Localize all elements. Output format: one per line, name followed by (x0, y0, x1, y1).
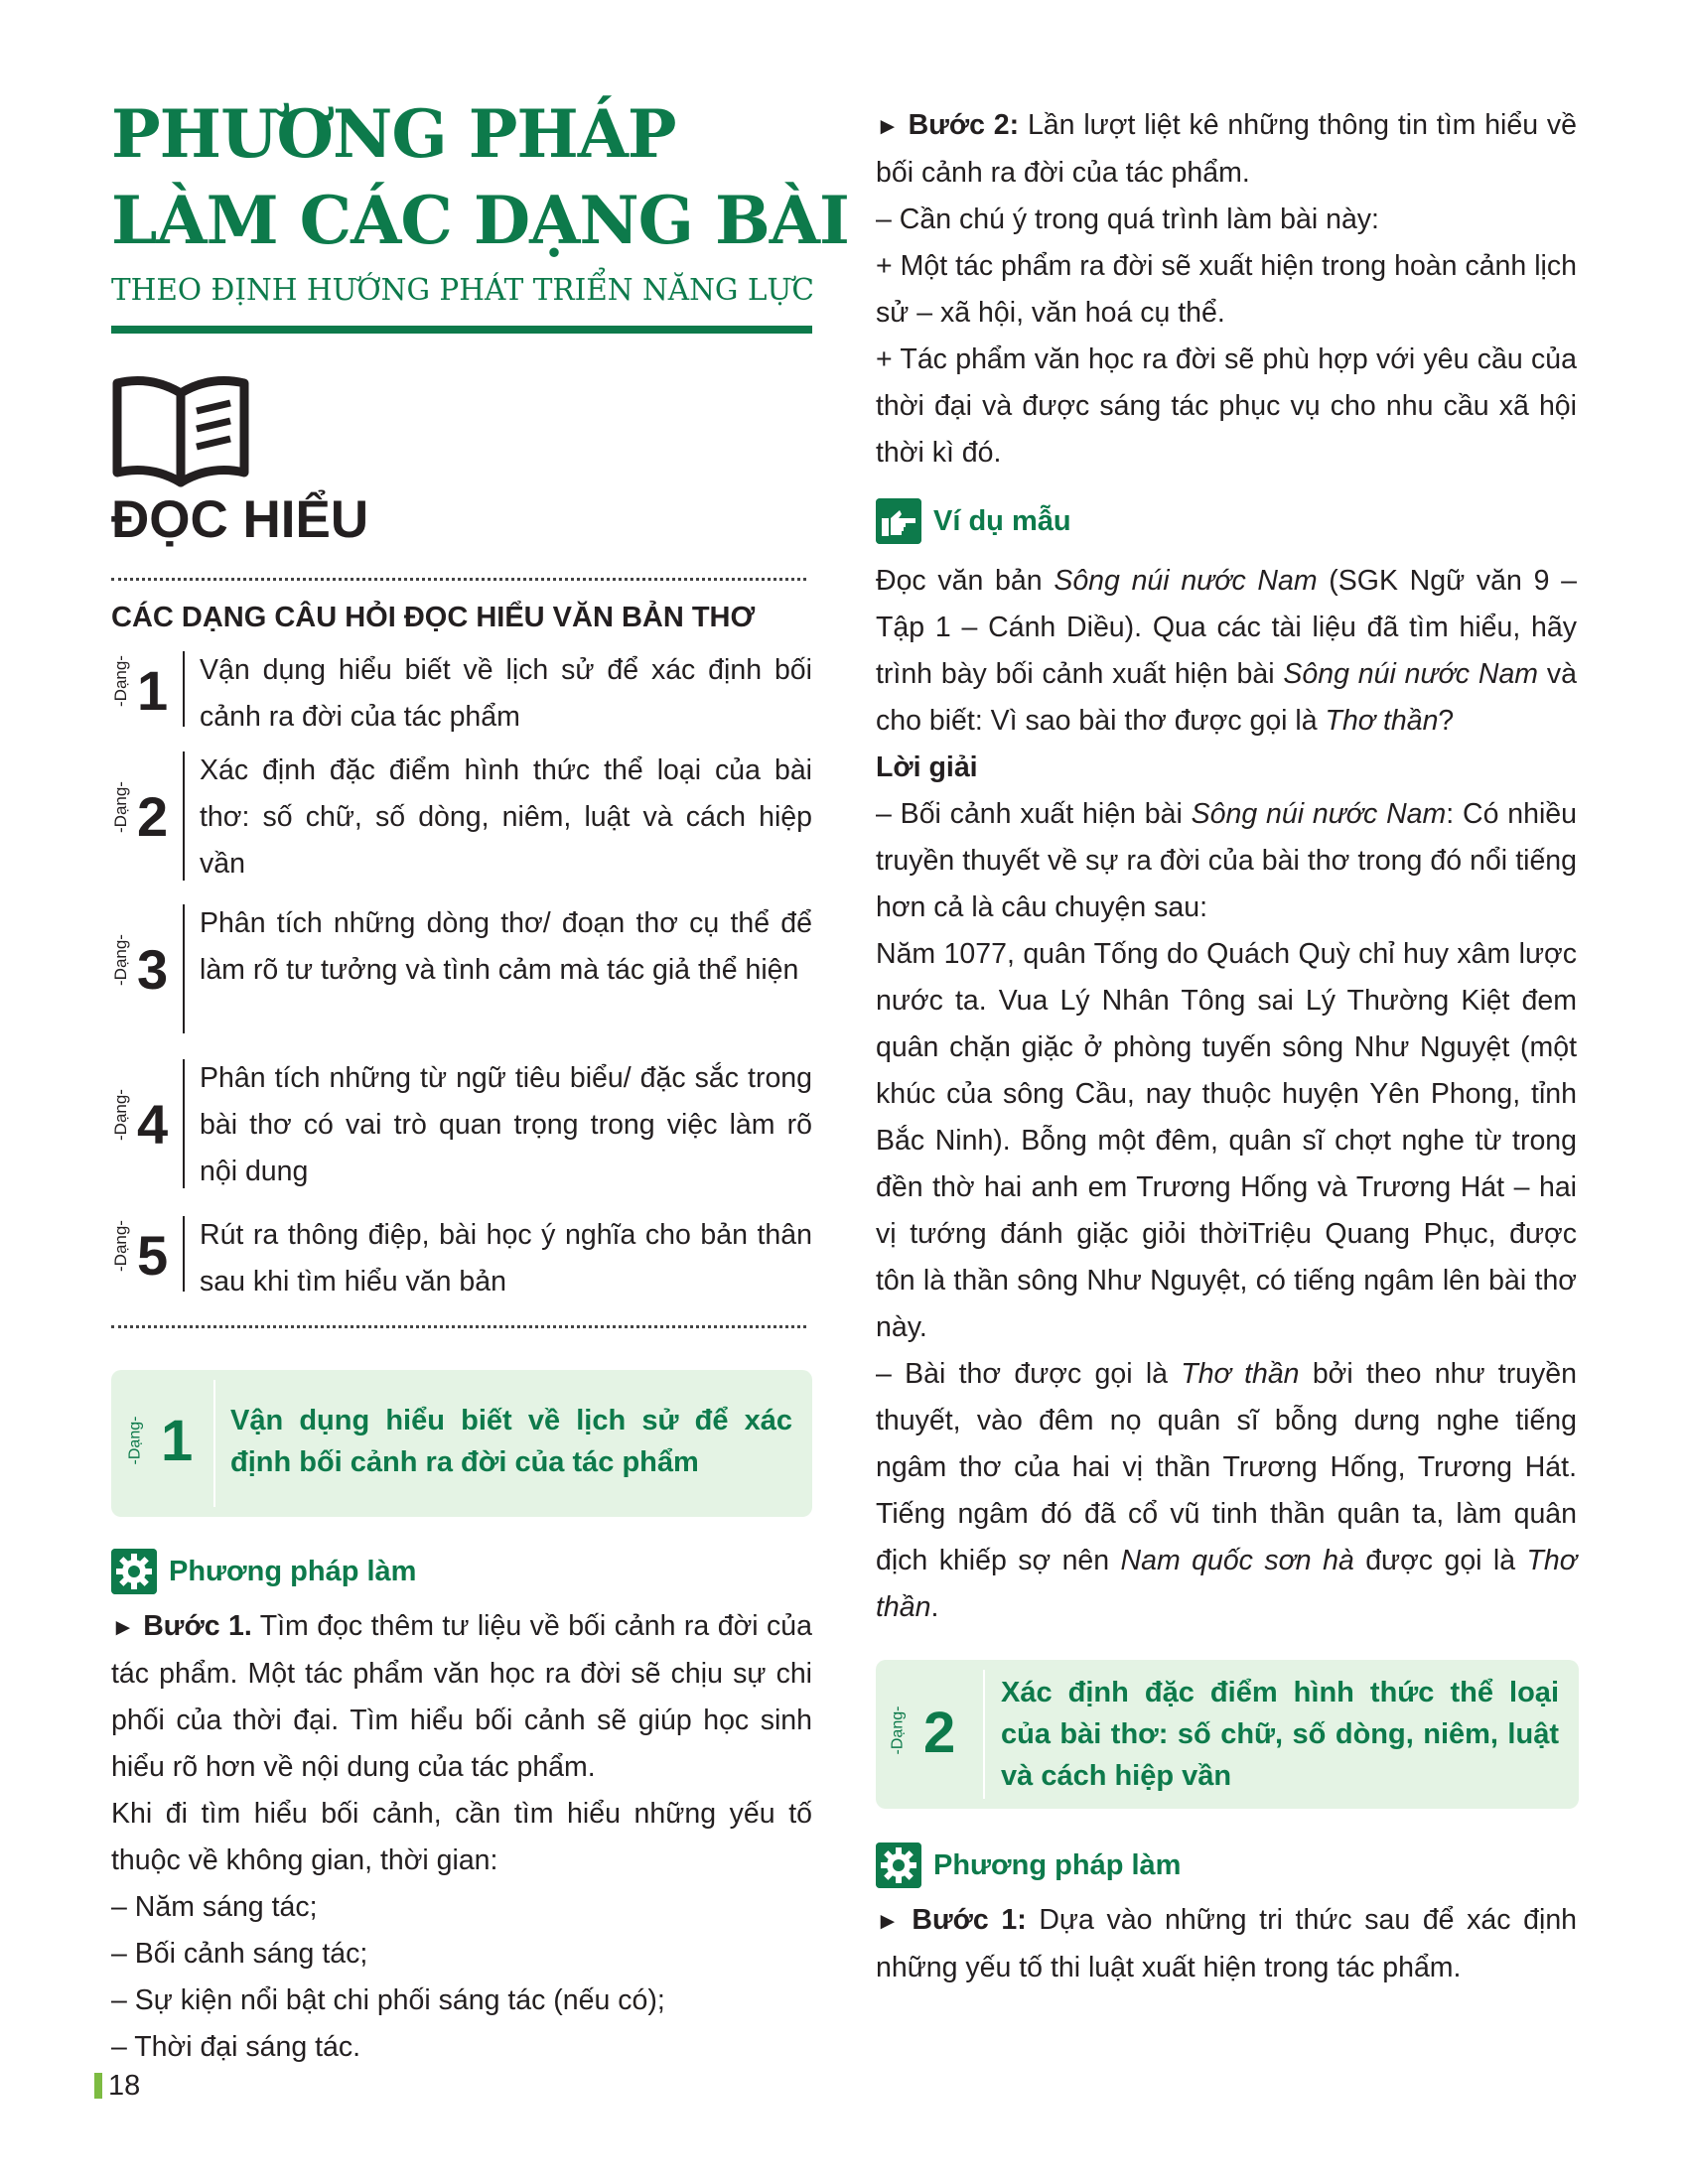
paragraph: – Cần chú ý trong quá trình làm bài này: (876, 204, 1379, 235)
dang-number: 2 (923, 1701, 956, 1765)
example-question (876, 558, 1577, 745)
paragraph: + Một tác phẩm ra đời sẽ xuất hiện trong hoàn cảnh lịch sử – xã hội, văn hoá cụ thể. (876, 250, 1577, 329)
dang-number: 1 (137, 659, 169, 722)
step-2-body (876, 102, 1577, 477)
example-heading-label: Ví dụ mẫu (933, 505, 1071, 537)
dang-item (111, 1055, 812, 1195)
step-1-paragraph (111, 1603, 812, 1791)
text-span: – Bài thơ được gọi là (876, 1358, 1182, 1390)
method-heading (111, 1549, 508, 1596)
dang-label: -Dạng- (126, 1416, 144, 1465)
step-label: Bước 1. (143, 1610, 252, 1642)
step-2-paragraph (876, 102, 1577, 197)
text-span: Đọc văn bản (876, 565, 1055, 597)
italic-title: Sông núi nước Nam (1191, 798, 1447, 830)
open-book-icon (111, 365, 250, 488)
italic-title: Thơ thần (1325, 705, 1439, 737)
dang-text: Phân tích những dòng thơ/ đoạn thơ cụ thể để làm rõ tư tưởng và tình cảm mà tác giả thể hiện (200, 907, 812, 986)
step-1b-paragraph (876, 1897, 1577, 1991)
dang-number: 1 (161, 1409, 194, 1473)
dotted-divider (111, 1325, 806, 1328)
list-item: – Sự kiện nổi bật chi phối sáng tác (nếu có); (111, 1984, 665, 2016)
list-item: – Thời đại sáng tác. (111, 2031, 361, 2063)
dang-title: Vận dụng hiểu biết về lịch sử để xác định bối cảnh ra đời của tác phẩm (230, 1405, 792, 1478)
question-types-heading: CÁC DẠNG CÂU HỎI ĐỌC HIỂU VĂN BẢN THƠ (111, 602, 756, 633)
dang-text: Xác định đặc điểm hình thức thể loại của bài thơ: số chữ, số dòng, niêm, luật và cách hiệp vần (200, 754, 812, 880)
answer-paragraph (876, 1351, 1577, 1631)
text-span: bởi theo như truyền thuyết, vào đêm nọ quân sĩ bỗng dưng nghe tiếng ngâm thơ của hai vị thần Trương Hống, Trương Hát. Tiếng ngâm đó đã cổ vũ tinh thần quân ta, làm quân địch khiếp sợ nên (876, 1358, 1578, 1576)
text-span: . (930, 1591, 939, 1623)
italic-title: Sông núi nước Nam (1054, 565, 1318, 597)
text-span: – Bối cảnh xuất hiện bài (876, 798, 1192, 830)
triangle-arrow-icon: ► (876, 113, 900, 140)
italic-title: Thơ thần (876, 1545, 1577, 1623)
dang-number: 3 (137, 938, 169, 1001)
gear-icon (111, 1549, 157, 1594)
section-title: ĐỌC HIỂU (111, 490, 369, 549)
answer-paragraph (876, 791, 1577, 931)
dang-item (111, 1212, 812, 1305)
dang-divider (183, 904, 185, 1033)
answer-paragraph: Năm 1077, quân Tống do Quách Quỳ chỉ huy xâm lược nước ta. Vua Lý Nhân Tông sai Lý Thường Kiệt đem quân chặn giặc ở phòng tuyến sông Như Nguyệt (một khúc của sông Cầu, nay thuộc huyện Yên Phong, tỉnh Bắc Ninh). Bỗng một đêm, quân sĩ chợt nghe từ trong đền thờ hai anh em Trương Hống và Trương Hát – hai vị tướng đánh giặc giỏi thờiTriệu Quang Phục, được tôn là thần sông Như Nguyệt, có tiếng ngâm lên bài thơ này. (876, 938, 1577, 1343)
dang-item (111, 748, 812, 887)
dang-label: -Dạng- (111, 1220, 130, 1272)
step-label: Bước 2: (908, 109, 1020, 141)
list-item: – Bối cảnh sáng tác; (111, 1938, 368, 1970)
dang-title: Xác định đặc điểm hình thức thể loại của bài thơ: số chữ, số dòng, niêm, luật và cách hiệp vần (1001, 1677, 1559, 1792)
method-heading (876, 1843, 1273, 1890)
dotted-divider (111, 578, 806, 581)
method-body (111, 1603, 812, 2071)
title-divider (111, 326, 812, 334)
example-body (876, 558, 1577, 1631)
dang-label: -Dạng- (111, 934, 130, 986)
italic-title: Sông núi nước Nam (1283, 658, 1539, 690)
text-span: và cho biết: Vì sao bài thơ được gọi là (876, 658, 1577, 737)
dang-number: 5 (137, 1224, 169, 1287)
paragraph: + Tác phẩm văn học ra đời sẽ phù hợp với yêu cầu của thời đại và được sáng tác phục vụ cho nhu cầu xã hội thời kì đó. (876, 343, 1577, 469)
triangle-arrow-icon: ► (111, 1614, 135, 1641)
step-text: Dựa vào những tri thức sau để xác định những yếu tố thi luật xuất hiện trong tác phẩm. (876, 1904, 1578, 1983)
dang-divider (183, 1216, 185, 1292)
step-text: Tìm đọc thêm tư liệu về bối cảnh ra đời của tác phẩm. Một tác phẩm văn học ra đời sẽ chịu sự chi phối của thời đại. Tìm hiểu bối cảnh sẽ giúp học sinh hiểu rõ hơn về nội dung của tác phẩm. (111, 1610, 812, 1783)
dang-text: Phân tích những từ ngữ tiêu biểu/ đặc sắc trong bài thơ có vai trò quan trọng trong việc làm rõ nội dung (200, 1062, 812, 1187)
example-heading (876, 498, 1273, 546)
dang-label: -Dạng- (111, 781, 130, 833)
step-text: Lần lượt liệt kê những thông tin tìm hiểu về bối cảnh ra đời của tác phẩm. (876, 109, 1578, 189)
page-number-text: 18 (108, 2070, 141, 2102)
method-heading-label: Phương pháp làm (169, 1556, 417, 1587)
dang-label: -Dạng- (111, 1089, 130, 1141)
dang-label: -Dạng- (111, 655, 130, 707)
answer-label-text: Lời giải (876, 751, 978, 783)
step-1b-body (876, 1897, 1577, 1991)
italic-title: Nam quốc sơn hà (1120, 1545, 1354, 1576)
triangle-arrow-icon: ► (876, 1908, 900, 1935)
box-divider (983, 1670, 985, 1799)
dang-divider (183, 1059, 185, 1188)
text-span: được gọi là (1353, 1545, 1527, 1576)
page-marker (94, 2073, 102, 2099)
page-subtitle: THEO ĐỊNH HƯỚNG PHÁT TRIỂN NĂNG LỰC (111, 273, 814, 307)
italic-title: Thơ thần (1181, 1358, 1300, 1390)
dang-number: 2 (137, 785, 169, 848)
dang-1-highlight-box (111, 1370, 812, 1517)
dang-text: Vận dụng hiểu biết về lịch sử để xác định bối cảnh ra đời của tác phẩm (200, 654, 812, 733)
answer-label (876, 745, 1577, 791)
dang-item (111, 647, 812, 741)
list-item: – Năm sáng tác; (111, 1891, 318, 1923)
text-span: : Có nhiều truyền thuyết về sự ra đời của bài thơ trong đó nổi tiếng hơn cả là câu chuyện sau: (876, 798, 1578, 923)
pointing-hand-icon (876, 498, 921, 544)
text-span: (SGK Ngữ văn 9 – Tập 1 – Cánh Diều). Qua các tài liệu đã tìm hiểu, hãy trình bày bối cảnh xuất hiện bài (876, 565, 1577, 690)
page-title-line1: PHƯƠNG PHÁP (111, 95, 676, 173)
step-label: Bước 1: (912, 1904, 1027, 1936)
dang-number: 4 (137, 1093, 169, 1156)
text-span: ? (1438, 705, 1455, 737)
dang-2-highlight-box (876, 1660, 1579, 1809)
box-divider (213, 1380, 215, 1507)
method-heading-label: Phương pháp làm (933, 1849, 1182, 1881)
page-title-line2: LÀM CÁC DẠNG BÀI (111, 182, 849, 259)
dang-text: Rút ra thông điệp, bài học ý nghĩa cho bản thân sau khi tìm hiểu văn bản (200, 1219, 812, 1297)
dang-label: -Dạng- (889, 1706, 907, 1755)
gear-icon (876, 1843, 921, 1888)
paragraph: Khi đi tìm hiểu bối cảnh, cần tìm hiểu những yếu tố thuộc về không gian, thời gian: (111, 1798, 812, 1876)
dang-divider (183, 651, 185, 727)
dang-divider (183, 751, 185, 881)
dang-item (111, 900, 812, 1040)
